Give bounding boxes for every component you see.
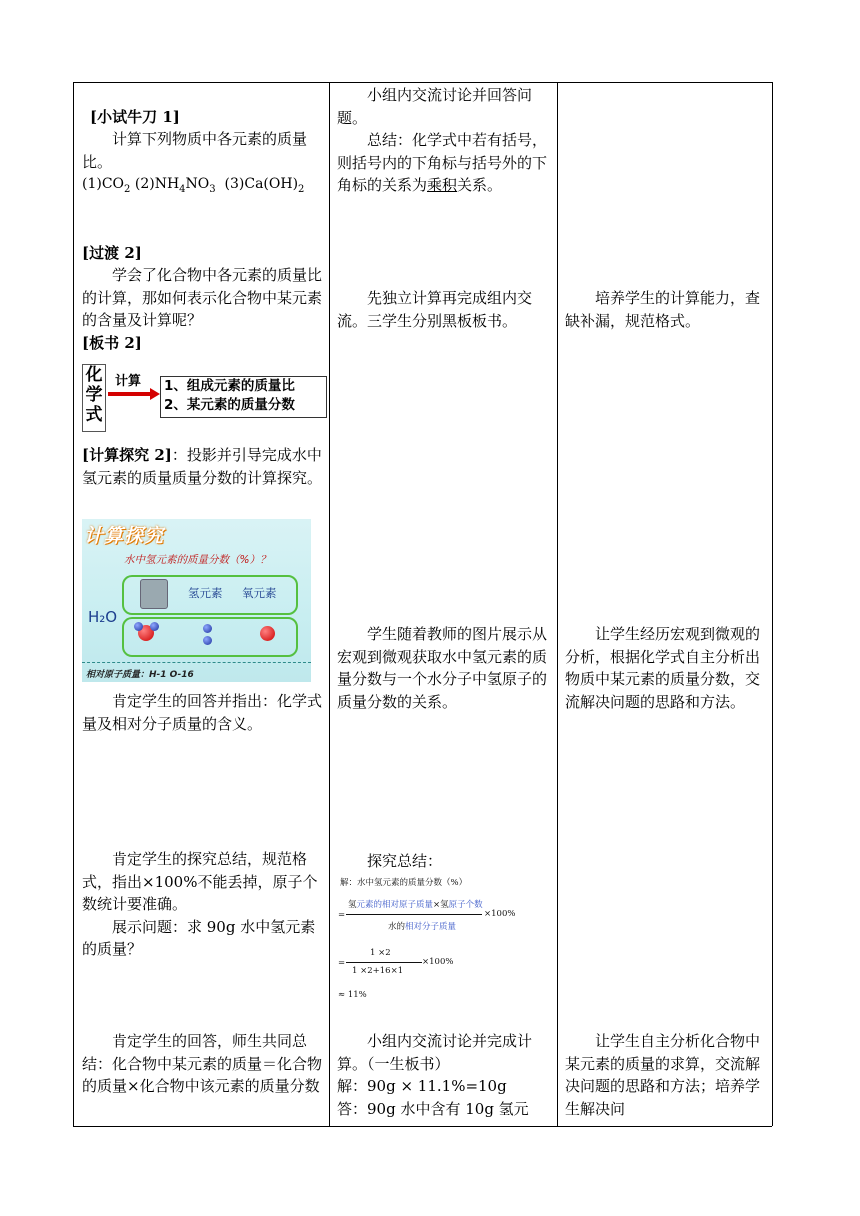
times-100-2: ×100% [422, 957, 454, 967]
formula-numerator: 氢元素的相对原子质量×氢原子个数 [348, 900, 483, 910]
transition-text: 学会了化合物中各元素的质量比的计算，那如何表示化合物中某元素的含量及计算呢？ [82, 266, 323, 329]
formula-line-1: 解：水中氢元素的质量分数（%） [340, 878, 468, 888]
oxygen-element-label: 氧元素 [242, 586, 277, 600]
oxygen-atom-icon [260, 626, 275, 641]
atomic-mass-footer: 相对原子质量：H-1 O-16 [86, 670, 194, 680]
fraction-2-denominator: 1 ×2+16×1 [352, 966, 404, 976]
hydrogen-atom-icon [150, 622, 159, 631]
explore-text: [计算探究 2]：投影并引导完成水中氢元素的质量质量分数的计算探究。 [82, 446, 323, 487]
fraction-bar-2 [346, 962, 422, 963]
answer-line: 答：90g 水中含有 10g 氢元 [337, 1099, 529, 1118]
hydrogen-atom-icon [134, 622, 143, 631]
fraction-bar [346, 914, 482, 915]
slide-divider [82, 662, 311, 663]
explore-summary-label: 探究总结： [367, 852, 443, 870]
extend-question: 展示问题：求 90g 水中氢元素的质量？ [82, 917, 316, 958]
solution-line: 解：90g × 11.1%=10g [337, 1077, 507, 1095]
target-line-2: 2、某元素的质量分数 [164, 397, 295, 413]
goal-2: 让学生经历宏观到微观的分析，根据化学式自主分析出物质中某元素的质量分数，交流解决问题的思路和方法。 [565, 625, 761, 711]
explore-slide-image [82, 519, 311, 682]
calculation-flow-diagram [82, 364, 322, 432]
calculation-targets-box [160, 376, 327, 418]
goal-1: 培养学生的计算能力，查缺补漏，规范格式。 [565, 289, 761, 330]
affirm-text-3: 肯定学生的回答，师生共同总结：化合物中某元素的质量＝化合物的质量×化合物中该元素的质量分数 [82, 1032, 323, 1095]
slide-question: 水中氢元素的质量分数（%）？ [124, 554, 271, 566]
student-follow: 学生随着教师的图片展示从宏观到微观获取水中氢元素的质量分数与一个水分子中氢原子的质量分数的关系。 [337, 625, 548, 711]
table-col-divider-1 [329, 82, 330, 1126]
arrow-label: 计算 [115, 374, 142, 389]
board-heading: [板书 2] [82, 334, 142, 352]
student-summary: 总结：化学式中若有括号，则括号内的下角标与括号外的下角标的关系为乘积关系。 [337, 131, 548, 194]
times-100: ×100% [484, 909, 516, 919]
table-col-divider-2 [557, 82, 558, 1126]
table-right-border [772, 82, 773, 1126]
transition-heading: [过渡 2] [82, 244, 142, 262]
fraction-2-numerator: 1 ×2 [370, 948, 391, 958]
target-line-1: 1、组成元素的质量比 [164, 378, 295, 394]
hydrogen-atom-icon [203, 636, 212, 645]
equals-sign: = [338, 958, 346, 968]
hydrogen-element-label: 氢元素 [188, 586, 223, 600]
independent-calc: 先独立计算再完成组内交流。三学生分别黑板板书。 [337, 289, 533, 330]
try-items: $(1)CO_2$ $(2)NH_4NO_3$ $(3)Ca(OH)_2$ [82, 176, 305, 195]
affirm-text-2: 肯定学生的探究总结，规范格式，指出×100%不能丢掉，原子个数统计要准确。 展示问题：求 90g 水中氢元素的质量？ [82, 848, 322, 961]
mass-fraction-formula-image [338, 876, 523, 1006]
table-left-border [73, 82, 74, 1126]
beaker-icon [140, 579, 168, 609]
student-discuss: 小组内交流讨论并回答问题。 总结：化学式中若有括号，则括号内的下角标与括号外的下角标的关系为乘积关系。 [337, 84, 550, 197]
table-bottom-border [73, 1126, 772, 1127]
try-heading: [小试牛刀 1] [90, 108, 180, 126]
group-calc: 小组内交流讨论并完成计算。（一生板书） 解：90g × 11.1%=10g 答：90g 水中含有 10g 氢元 [337, 1030, 552, 1120]
water-formula: H₂O [88, 608, 118, 626]
formula-denominator: 水的相对分子质量 [388, 922, 457, 932]
red-arrow [108, 392, 152, 396]
approx-result: ≈ 11% [338, 990, 367, 1000]
table-top-border [73, 82, 772, 83]
arrow-head-icon [150, 388, 160, 400]
try-text: 计算下列物质中各元素的质量比。 [82, 130, 308, 171]
hydrogen-atom-icon [203, 624, 212, 633]
goal-3: 让学生自主分析化合物中某元素的质量的求算，交流解决问题的思路和方法；培养学生解决问 [565, 1032, 761, 1118]
chemical-formula-label: 化学式 [82, 364, 106, 432]
slide-title: 计算探究 [84, 525, 165, 547]
affirm-text-1: 肯定学生的回答并指出：化学式量及相对分子质量的含义。 [82, 692, 323, 733]
equals-sign: = [338, 910, 346, 920]
